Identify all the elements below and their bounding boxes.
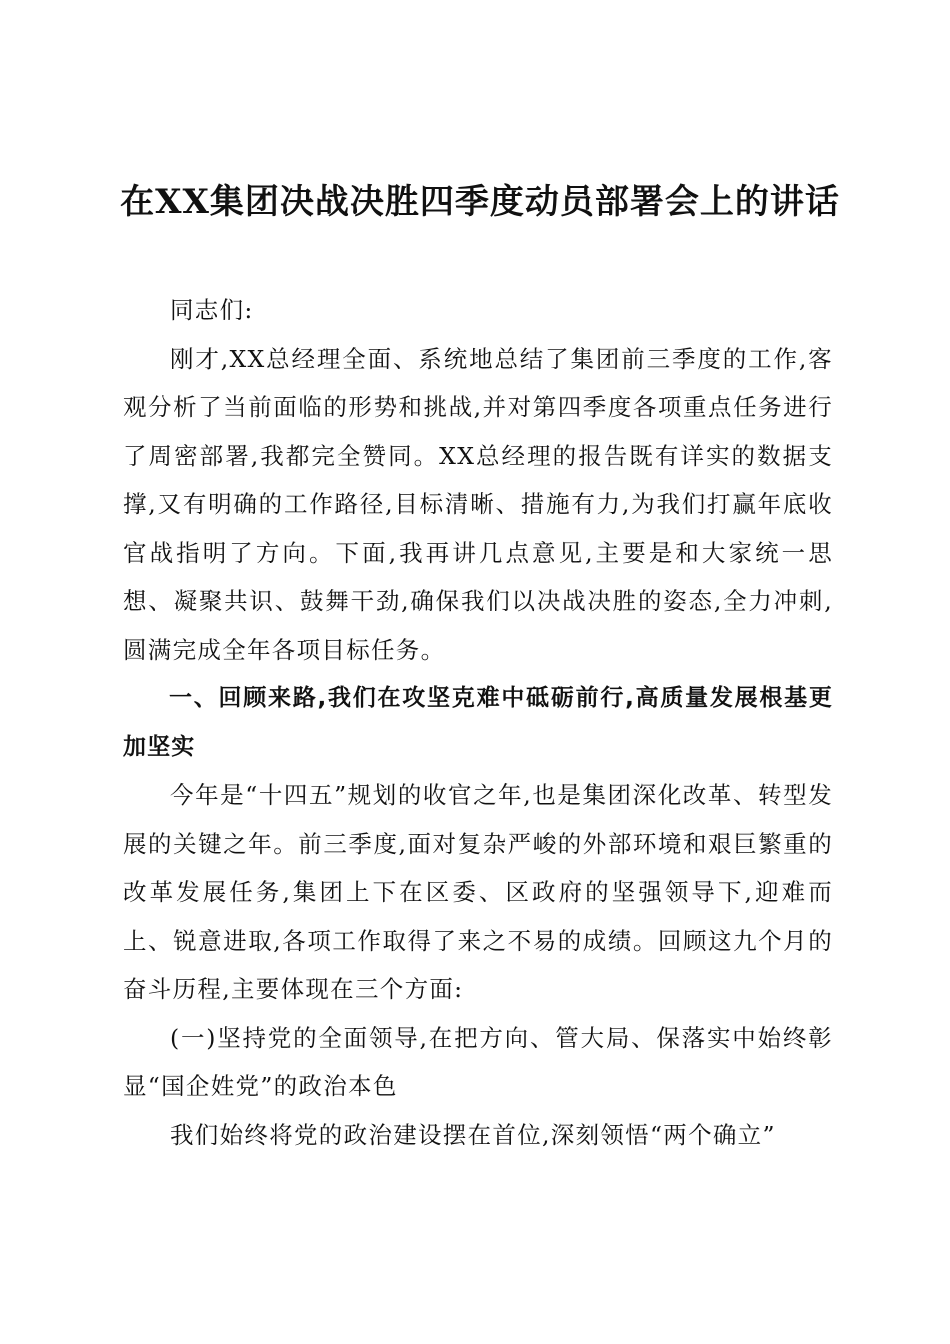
- document-title: 在XX集团决战决胜四季度动员部署会上的讲话: [120, 182, 840, 222]
- subsection-1-paragraph: 我们始终将党的政治建设摆在首位,深刻领悟“两个确立”: [170, 1120, 776, 1149]
- document-body: [123, 286, 833, 1159]
- section-1-paragraph: 今年是“十四五”规划的收官之年,也是集团深化改革、转型发展的关键之年。前三季度,面对复杂严峻的外部环境和艰巨繁重的改革发展任务,集团上下在区委、区政府的坚强领导下,迎难而上、锐意进取,各项工作取得了来之不易的成绩。回顾这九个月的奋斗历程,主要体现在三个方面:: [123, 781, 833, 1003]
- section-heading-1: 一、回顾来路,我们在攻坚克难中砥砺前行,高质量发展根基更加坚实: [123, 685, 833, 760]
- salutation: 同志们:: [170, 296, 254, 324]
- subsection-heading-1: (一)坚持党的全面领导,在把方向、管大局、保落实中始终彰显“国企姓党”的政治本色: [123, 1023, 833, 1100]
- intro-paragraph: 刚才,XX总经理全面、系统地总结了集团前三季度的工作,客观分析了当前面临的形势和挑战,并对第四季度各项重点任务进行了周密部署,我都完全赞同。XX总经理的报告既有详实的数据支撑,又有明确的工作路径,目标清晰、措施有力,为我们打赢年底收官战指明了方向。下面,我再讲几点意见,主要是和大家统一思想、凝聚共识、鼓舞干劲,确保我们以决战决胜的姿态,全力冲刺,圆满完成全年各项目标任务。: [123, 344, 833, 664]
